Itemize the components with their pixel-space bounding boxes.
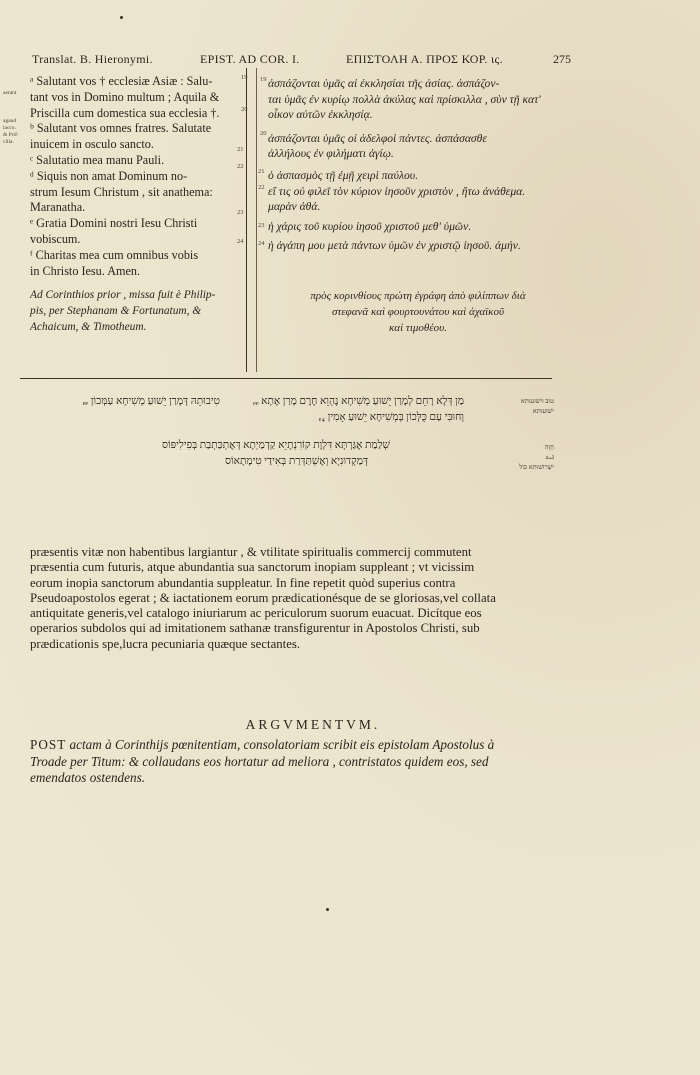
syriac-line: ₑₑ מַן דְּלָא רָחֵם לְמָרַן יֵשׁוּעַ מְשִׁיחָא נֶהְוֵא חֶרֶם מָרַן אֶתָא [253, 396, 464, 407]
greek-line: ἀσπάζονται ὑμᾶς αἱ ἐκκλησίαι τῆς ἀσίας. ἀσπάζον- [268, 77, 500, 90]
latin-verse-number: 19 [241, 74, 248, 81]
greek-line: ἡ ἀγάπη μου μετὰ πάντων ὑμῶν ἐν χριστῷ ἰησοῦ. ἀμήν. [268, 239, 521, 253]
greek-line: εἴ τις οὐ φιλεῖ τὸν κύριον ἰησοῦν χριστὸν , ἤτω ἀνάθεμα. [268, 184, 526, 198]
header-right: ΕΠΙΣΤΟΛΗ Α. ΠΡΟΣ ΚΟΡ. ις. [346, 52, 503, 66]
syriac-note: יִשְׁרוּשׁוּתא כּוֹל [519, 464, 554, 471]
syriac-note: ܐܝܬ [545, 454, 554, 461]
section-rule [20, 378, 552, 379]
latin-line: ᵉ Gratia Domini nostri Iesu Christi [30, 216, 198, 231]
argument-line: Troade per Titum: & collaudans eos hortatur ad meliora , contristatos quidem eos, sed [30, 753, 489, 769]
body-line: eorum inopia sanctorum abundantia suppleatur. In fine repetit quòd superius contra [30, 575, 456, 590]
margin-note: & Prif- [3, 132, 19, 138]
latin-verse-number: 24 [237, 238, 244, 245]
latin-subscription [30, 287, 240, 335]
greek-line: μαρὰν ἀθά. [268, 200, 321, 214]
latin-verse-number: 23 [237, 209, 244, 216]
header-center: EPIST. AD COR. I. [200, 52, 300, 66]
latin-verse-number: 22 [237, 163, 244, 170]
column-rule [256, 68, 257, 372]
body-line: præsentia cum futuris, atque abundantia sua sanctorum inopiam suppleant ; vt vicissim [30, 560, 475, 575]
argument-title: ARGVMENTVM. [245, 717, 381, 732]
syriac-note: יִשׁוּעוּתא [532, 408, 554, 415]
argument-line: actam à Corinthijs pœnitentiam, consolatoriam scribit eis epistolam Apostolus à [66, 737, 495, 752]
greek-verse-number: 19 [260, 76, 267, 83]
syriac-line: ₑ₄ וְחוּבִּי עַם כֻּלְּכוֹן בְּמְשִׁיחָא יֵשׁוּעַ אָמִין [318, 412, 464, 423]
latin-line: in Christo Iesu. Amen. [30, 263, 141, 278]
paper-speck [326, 908, 329, 911]
latin-verse-number: 20 [241, 106, 248, 113]
greek-verse-number: 24 [258, 240, 265, 247]
latin-verse-number: 21 [237, 146, 244, 153]
latin-line: vobiscum. [30, 231, 81, 246]
latin-line: ᵇ Salutant vos omnes fratres. Salutate [30, 121, 212, 136]
latin-line: Maranatha. [30, 200, 86, 215]
latin-line: inuicem in osculo sancto. [30, 137, 154, 152]
margin-note: lacco. [3, 125, 16, 131]
greek-line: ἀλλήλους ἐν φιλήματι ἁγίῳ. [268, 147, 394, 161]
page-number: 275 [553, 52, 571, 66]
body-line: operarios subdolos qui ad imitationem sathanæ transfigurentur in Apostolos Christi, sub [30, 621, 480, 636]
syriac-line: שְׁלַמַת אֶגַּרְתָּא דִּלְוָת קוֹרִנְתָיֵא קַדְמַיְתָא דְּאֶתְכַּתְבַת בְּפִילִיפּוֹס [162, 440, 390, 451]
greek-subscription-line: στεφανᾶ καὶ φουρτουνάτου καὶ ἀχαϊκοῦ [331, 306, 504, 318]
greek-verse-number: 23 [258, 222, 265, 229]
latin-line: ᶜ Salutatio mea manu Pauli. [30, 152, 165, 167]
body-line: Pseudoapostolos egerat ; & iactationem eorum prædicationésque de se gloriosas,vel collata [30, 590, 496, 605]
latin-line: tant vos in Domino multum ; Aquila & [30, 89, 220, 104]
greek-verse-number: 22 [258, 184, 265, 191]
latin-line: strum Iesum Christum , sit anathema: [30, 184, 213, 199]
margin-note: aerant [3, 90, 17, 96]
greek-verse-number: 21 [258, 168, 265, 175]
greek-subscription-line: καὶ τιμοθέου. [389, 322, 447, 334]
latin-line: ᵃ Salutant vos † ecclesiæ Asiæ : Salu- [30, 74, 213, 88]
syriac-note: חָוָה [544, 444, 554, 451]
greek-verse-number: 20 [260, 130, 267, 137]
body-line: antiquitate generis,vel catalogo iniuriarum ac periculorum suorum euacuat. Dicítque eos [30, 606, 482, 621]
latin-subscription-line: Ad Corinthios prior , missa fuit è Philip- [30, 289, 216, 301]
header-left: Translat. B. Hieronymi. [32, 52, 153, 66]
latin-subscription-line: Achaicum, & Timotheum. [30, 321, 147, 333]
greek-line: ὁ ἀσπασμὸς τῇ ἐμῇ χειρὶ παύλου. [268, 168, 418, 182]
syriac-note: טוּב וּיִשׁוּעוּתא [520, 398, 554, 405]
paper-speck [120, 16, 123, 19]
latin-subscription-line: pis, per Stephanam & Fortunatum, & [30, 305, 202, 317]
latin-line: Priscilla cum domestica sua ecclesia †. [30, 105, 220, 120]
greek-line: ἀσπάζονται ὑμᾶς οἱ ἀδελφοὶ πάντες. ἀσπάσασθε [268, 131, 487, 145]
argument-dropcap: POST [30, 737, 67, 752]
body-text [30, 545, 560, 652]
greek-column [268, 76, 568, 254]
argument-line: emendatos ostendens. [30, 770, 146, 785]
body-line: prædicationis spe,lucra pecuniaria quæque sectantes. [30, 636, 301, 651]
column-rule [246, 68, 247, 372]
greek-subscription [283, 288, 553, 336]
argument-text [30, 737, 560, 787]
greek-line: ται ὑμᾶς ἐν κυρίῳ πολλὰ ἀκύλας καὶ πρίσκιλλα , σὺν τῇ κατ' [268, 92, 541, 106]
body-line: præsentis vitæ non habentibus largiantur , & vtilitate spiritualis commercij commutent [30, 545, 472, 559]
latin-line: ᵈ Siquis non amat Dominum no- [30, 168, 188, 183]
syriac-line: ₑₑ טִיבוּתֵהּ דְּמָרַן יֵשׁוּעַ מְשִׁיחָא עַמְּכוֹן [82, 396, 220, 407]
latin-column [30, 74, 240, 279]
syriac-line: דְּמַקְדוּנִיָא וְאֶשְׁתַּדְּרַת בְּאִידַי טִימָתָאוֹס [224, 456, 368, 467]
greek-line: οἶκον αὐτῶν ἐκκλησίᾳ. [268, 108, 373, 122]
margin-note: cilla. [3, 139, 14, 145]
greek-subscription-line: πρὸς κορινθίους πρώτη ἐγράφη ἀπὸ φιλίππων διὰ [310, 290, 526, 302]
margin-note: agaud [3, 118, 17, 124]
greek-line: ἡ χάρις τοῦ κυρίου ἰησοῦ χριστοῦ μεθ' ὑμῶν. [268, 219, 472, 233]
latin-line: ᶠ Charitas mea cum omnibus vobis [30, 247, 199, 262]
